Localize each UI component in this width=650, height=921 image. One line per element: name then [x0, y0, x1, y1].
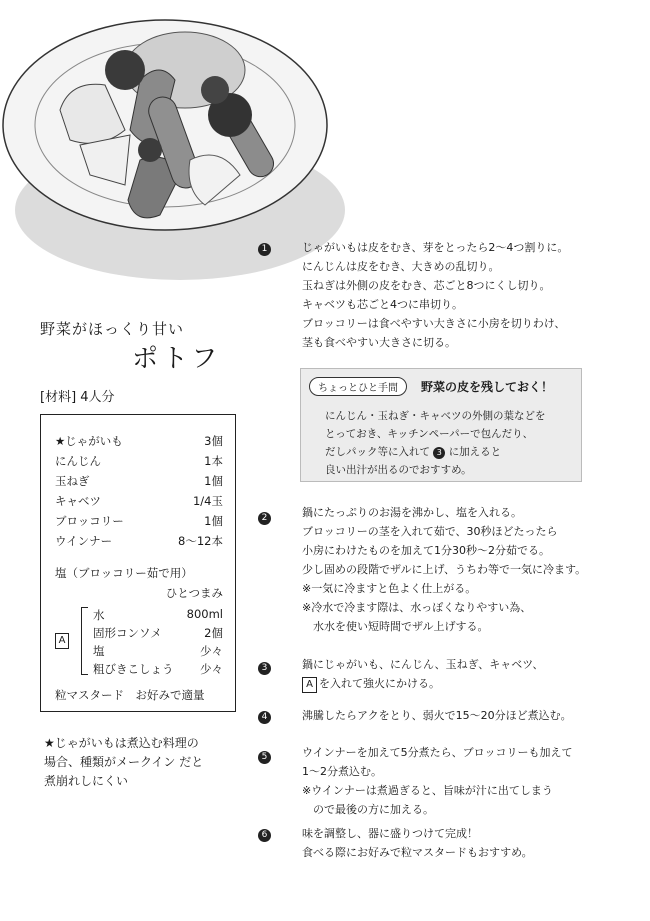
step-number: 6: [258, 829, 271, 842]
tip-box: [300, 368, 582, 482]
step-3-text: [302, 655, 632, 693]
ingredient-qty: 2個: [204, 626, 223, 640]
step-ref-icon: 3: [433, 447, 445, 459]
step-line: [302, 674, 632, 693]
step-line: ので最後の方に加える。: [302, 803, 434, 816]
ingredient-qty: 1/4玉: [192, 494, 223, 508]
salt-qty: ひとつまみ: [165, 586, 223, 600]
tip-line: にんじん・玉ねぎ・キャベツの外側の葉などを: [325, 410, 546, 422]
step-line: 鍋にたっぷりのお湯を沸かし、塩を入れる。: [302, 506, 522, 519]
step-line: じゃがいもは皮をむき、芽をとったら2〜4つ割りに。: [302, 241, 569, 254]
step-number: 3: [258, 662, 271, 675]
ingredients-box: [40, 414, 236, 712]
step-line: 1〜2分煮込む。: [302, 765, 382, 778]
step-line: キャベツも芯ごと4つに串切り。: [302, 298, 463, 311]
step-number: 1: [258, 243, 271, 256]
tip-line: [325, 443, 575, 461]
tip-title: 野菜の皮を残しておく！: [421, 380, 554, 394]
step-1-text: [302, 238, 632, 352]
note-line: 場合、種類がメークイン だと: [44, 755, 204, 769]
step-5-text: [302, 743, 632, 819]
ingredient-name: 玉ねぎ: [55, 474, 90, 488]
dish-subtitle: 野菜がほっくり甘い: [40, 320, 185, 338]
ingredient-row: [93, 661, 223, 677]
ingredient-qty: 3個: [204, 434, 223, 448]
step-line: 玉ねぎは外側の皮をむき、芯ごと8つにくし切り。: [302, 279, 551, 292]
potato-note: [44, 734, 244, 791]
ingredients-heading: [材料] 4人分: [40, 390, 115, 405]
ingredient-qty: 少々: [200, 662, 223, 676]
ingredient-qty: 1個: [204, 514, 223, 528]
step-line: 沸騰したらアクをとり、弱火で15〜20分ほど煮込む。: [302, 709, 572, 722]
step-line: 水水を使い短時間でザル上げする。: [302, 620, 489, 633]
mustard-line: 粒マスタード お好みで適量: [55, 688, 205, 702]
group-a-bracket: [81, 607, 88, 675]
ingredient-name: キャベツ: [55, 494, 101, 508]
ingredient-qty: 少々: [200, 644, 223, 658]
step-line: ※一気に冷ますと色よく仕上がる。: [302, 582, 477, 595]
ingredient-row: [55, 473, 223, 489]
ingredient-qty: 1個: [204, 474, 223, 488]
ingredient-row: [93, 607, 223, 623]
ingredient-name: ウインナー: [55, 534, 113, 548]
step-line: 鍋にじゃがいも、にんじん、玉ねぎ、キャベツ、: [302, 658, 544, 671]
ingredient-row: [55, 513, 223, 529]
step-line: 味を調整し、器に盛りつけて完成！: [302, 827, 478, 840]
step-number: 5: [258, 751, 271, 764]
step-line: 小房にわけたものを加えて1分30秒〜2分茹でる。: [302, 544, 550, 557]
salt-label: 塩（ブロッコリー茹で用）: [55, 566, 193, 580]
step-line: ウインナーを加えて5分煮たら、ブロッコリーも加えて: [302, 746, 573, 759]
tip-line: 良い出汁が出るのでおすすめ。: [325, 464, 472, 476]
step-6-text: [302, 824, 632, 862]
tip-line: とっておき、キッチンペーパーで包んだり、: [325, 428, 534, 440]
step-line: ※冷水で冷ます際は、水っぽくなりやすい為、: [302, 601, 532, 614]
tip-line-part: だしパック等に入れて: [325, 446, 430, 458]
step-4-text: [302, 706, 632, 725]
note-line: ★じゃがいもは煮込む料理の: [44, 736, 199, 750]
ingredient-qty: 8〜12本: [178, 534, 223, 548]
ingredient-name: 粗びきこしょう: [93, 662, 174, 676]
ingredient-row: [55, 533, 223, 549]
ingredient-name: 固形コンソメ: [93, 626, 162, 640]
step-line: ※ウインナーは煮過ぎると、旨味が汁に出てしまう: [302, 784, 553, 797]
dish-title: ポトフ: [132, 344, 222, 374]
ingredient-row: [55, 493, 223, 509]
step-line: 茎も食べやすい大きさに切る。: [302, 336, 456, 349]
step-line: にんじんは皮をむき、大きめの乱切り。: [302, 260, 500, 273]
ingredient-row: [93, 643, 223, 659]
step-number: 4: [258, 711, 271, 724]
tip-line-part: に加えると: [448, 446, 502, 458]
ingredient-qty: 1本: [204, 454, 223, 468]
ingredient-name: ★じゃがいも: [55, 434, 123, 448]
step-line: ブロッコリーは食べやすい大きさに小房を切りわけ、: [302, 317, 566, 330]
step-line: ブロッコリーの茎を入れて茹で、30秒ほどたったら: [302, 525, 558, 538]
ingredient-row: [55, 433, 223, 449]
ingredient-name: にんじん: [55, 454, 101, 468]
note-line: 煮崩れしにくい: [44, 774, 129, 788]
ingredient-row: [93, 625, 223, 641]
step-line-part: を入れて強火にかける。: [319, 677, 440, 690]
ingredient-name: 塩: [93, 644, 105, 658]
step-line: 食べる際にお好みで粒マスタードもおすすめ。: [302, 846, 533, 859]
step-line: 少し固めの段階でザルに上げ、うちわ等で一気に冷ます。: [302, 563, 587, 576]
tip-pill: ちょっとひと手間: [309, 377, 407, 396]
group-a-label: A: [55, 633, 69, 649]
ingredient-name: ブロッコリー: [55, 514, 124, 528]
step-number: 2: [258, 512, 271, 525]
step-2-text: [302, 503, 632, 636]
ingredient-row: [55, 453, 223, 469]
tip-body: [325, 407, 575, 479]
group-a-ref: A: [302, 677, 317, 693]
ingredient-qty: 800ml: [186, 607, 223, 621]
ingredient-name: 水: [93, 608, 105, 622]
